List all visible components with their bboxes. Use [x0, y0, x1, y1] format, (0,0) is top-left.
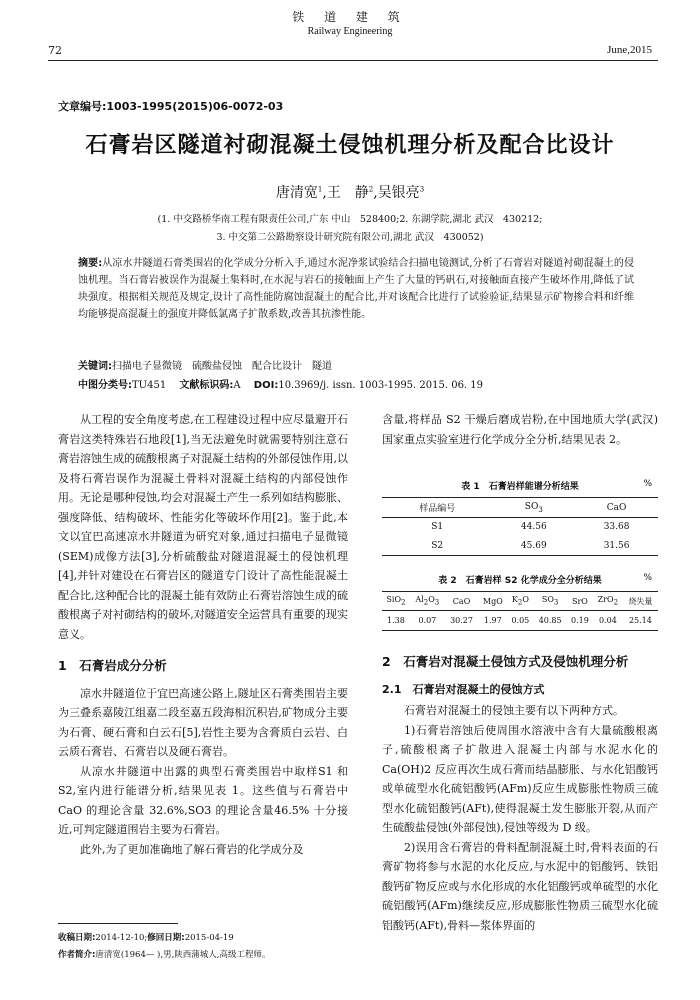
table-2-caption: [382, 573, 658, 586]
author-name: 王 静: [326, 185, 369, 201]
affiliation-line: 3. 中交第二公路勘察设计研究院有限公司,湖北 武汉 430052): [216, 232, 484, 243]
table-header-cell: SrO: [571, 596, 588, 606]
page-number: 72: [48, 44, 62, 57]
section-2-paragraph: 石膏岩对混凝土的侵蚀主要有以下两种方式。: [404, 704, 624, 717]
table-row: [382, 537, 658, 556]
table-cell: S2: [431, 540, 444, 551]
revised-label: 修回日期:: [147, 933, 185, 943]
table-2-grid: [382, 591, 658, 631]
table-header-cell: $SO_3$: [541, 595, 559, 607]
paper-title: 石膏岩区隧道衬砌混凝土侵蚀机理分析及配合比设计: [85, 133, 615, 158]
table-2-unit: %: [643, 573, 652, 583]
table-cell: 31.56: [603, 540, 630, 551]
author-name: 唐清宽: [275, 185, 318, 201]
section-2: [382, 652, 658, 935]
table-cell: 1.97: [483, 616, 502, 625]
table-cell: 33.68: [603, 522, 630, 533]
table-1-grid: [382, 497, 658, 556]
received-date: 2014-12-10;: [95, 933, 148, 943]
intro-paragraph: 从工程的安全角度考虑,在工程建设过程中应尽量避开石膏岩这类特殊岩石地段[1],当无法避免时就需要特别注意石膏岩溶蚀生成的硫酸根离子对混凝土结构的外部侵蚀作用,以及将石膏岩误作为混凝土骨料对混凝土结构的内部侵蚀作用。无论是哪种侵蚀,均会对混凝土产生一系列如结构膨胀、强度降低、结构破坏、性能劣化等破坏作用[2]。鉴于此,本文以宜巴高速凉水井隧道为研究对象,通过扫描电子显微镜(SEM)成像方法[3],分析硫酸盐对隧道混凝土的侵蚀机理[4],并针对建设在石膏岩区的隧道专门设计了高性能混凝土配合比,这种配合比的混凝土能有效防止石膏岩溶蚀生成的硫酸根离子对衬砌结构的破坏,对隧道安全运营具有重要的现实意义。: [58, 413, 348, 641]
table-1-caption: [382, 479, 658, 492]
doc-code-value: A: [233, 380, 241, 391]
table-cell: 0.19: [571, 616, 589, 625]
author-affil-mark: 2: [368, 185, 374, 194]
table-header-cell: ZrO$_2$: [597, 595, 619, 607]
table-2: [382, 573, 658, 631]
journal-name-en: Railway Engineering: [307, 26, 393, 37]
keywords-text: 扫描电子显微镜 硫酸盐侵蚀 配合比设计 隧道: [112, 361, 332, 372]
classification-line: [78, 376, 483, 391]
table-cell: 40.85: [538, 616, 562, 625]
journal-name-cn: 铁 道 建 筑: [292, 10, 408, 24]
section-1-heading: 1 石膏岩成分分析: [58, 658, 167, 673]
table-2-caption-text: 表 2 石膏岩样 S2 化学成分全分析结果: [438, 576, 602, 586]
continued-paragraph: 含量,将样品 S2 干燥后磨成岩粉,在中国地质大学(武汉)国家重点实验室进行化学成分全分析,结果见表 2。: [382, 413, 658, 446]
doi-value: 10.3969/j. issn. 1003-1995. 2015. 06. 19: [278, 380, 484, 391]
keywords-label: 关键词:: [78, 361, 112, 372]
abstract-text: 从凉水井隧道石膏类围岩的化学成分分析入手,通过水泥净浆试验结合扫描电镜测试,分析了石膏岩对隧道衬砌混凝土的侵蚀机理。当石膏岩被误作为混凝土集料时,在水泥与岩石的接触面上产生了大量的钙矾石,对接触面直接产生破坏作用,降低了试块强度。根据相关规范及规定,设计了高性能防腐蚀混凝土的配合比,并对该配合比进行了试验验证,结果显示矿物掺合料和纤维均能够提高混凝土的强度并降低氯离子扩散系数,改善其抗渗性能。: [78, 258, 634, 320]
author-bio: [58, 948, 270, 960]
table-header-cell: 样品编号: [419, 504, 456, 514]
table-cell: 0.04: [598, 616, 617, 625]
table-cell: S1: [431, 522, 444, 533]
doi-label: DOI:: [253, 380, 279, 391]
table-header-row: [382, 592, 658, 611]
section-1-paragraph: 此外,为了更加准确地了解石膏岩的化学成分及: [80, 842, 304, 856]
section-2-paragraph: 1)石膏岩溶蚀后使周围水溶液中含有大量硫酸根离子,硫酸根离子扩散进入混凝土内部与水泥水化的 Ca(OH)2 反应再次生成石膏而结晶膨胀、与水化铝酸钙或单硫型水化硫铝酸钙(AFm)反应生成膨胀性物质三硫型水化硫铝酸钙(AFt),使得混凝土发生膨胀开裂,从而产生硫酸盐侵蚀(外部侵蚀),侵蚀等级为 D 级。: [382, 723, 658, 834]
table-header-cell: CaO: [606, 502, 627, 513]
author-affil-mark: 3: [419, 185, 425, 194]
table-header-cell: SiO$_2$: [386, 595, 406, 607]
section-2-heading: 2 石膏岩对混凝土侵蚀方式及侵蚀机理分析: [382, 654, 629, 669]
table-cell: 0.07: [418, 616, 437, 625]
section-2-1-heading: 2.1 石膏岩对混凝土的侵蚀方式: [382, 682, 545, 696]
section-1-paragraph: 从凉水井隧道中出露的典型石膏类围岩中取样S1 和 S2,室内进行能谱分析,结果见表 1。这些值与石膏岩中 CaO 的理论含量 32.6%,SO3 的理论含量46.5% 十分接近,可判定隧道围岩主要为石膏岩。: [58, 764, 348, 836]
right-column: [382, 410, 658, 449]
table-1: [382, 479, 658, 556]
clc-value: TU451: [132, 380, 167, 391]
abstract-label: 摘要:: [78, 258, 103, 269]
table-header-row: [382, 498, 658, 518]
table-cell: 30.27: [450, 616, 473, 625]
table-cell: 45.69: [520, 540, 547, 551]
table-header-cell: 烧失量: [628, 596, 653, 606]
clc-label: 中图分类号:: [78, 380, 132, 391]
table-cell: 44.56: [520, 522, 547, 533]
abstract: [78, 255, 634, 323]
doc-code-label: 文献标识码:: [179, 380, 234, 391]
table-header-cell: MgO: [482, 596, 503, 606]
table-cell: 0.05: [511, 616, 530, 625]
left-column: [58, 410, 348, 859]
received-label: 收稿日期:: [58, 933, 96, 943]
affiliation-line: (1. 中交路桥华南工程有限责任公司,广东 中山 528400;2. 东湖学院,湖北 武汉 430212;: [157, 214, 543, 225]
table-header-cell: $SO_3$: [524, 501, 543, 514]
received-dates: [58, 931, 234, 943]
table-cell: 25.14: [628, 616, 652, 625]
section-2-paragraph: 2)误用含石膏岩的骨料配制混凝土时,骨料表面的石膏矿物将参与水泥的水化反应,与水泥中的铝酸钙、铁铝酸钙矿物反应或与水化形成的水化铝酸钙或单硫型的水化硫铝酸钙(AFm)继续反应,形成膨胀性物质三硫型水化硫铝酸钙(AFt),骨料—浆体界面的: [382, 840, 658, 932]
table-cell: 1.38: [387, 616, 405, 625]
table-header-cell: CaO: [452, 596, 471, 606]
header-rule: [48, 60, 658, 61]
table-1-unit: %: [643, 479, 652, 489]
issue-date: June,2015: [607, 44, 652, 56]
table-header-cell: $K_2O$: [511, 595, 529, 607]
article-number: 文章编号:1003-1995(2015)06-0072-03: [58, 100, 284, 113]
section-1-paragraph: 凉水井隧道位于宜巴高速公路上,隧址区石膏类围岩主要为三叠系嘉陵江组嘉二段至嘉五段海相沉积岩,矿物成分主要为石膏、硬石膏和白云石[5],岩性主要为含膏质白云岩、白云质石膏岩、石膏岩以及硬石膏岩。: [58, 686, 348, 758]
author-affil-mark: 1: [317, 185, 323, 194]
table-header-cell: $Al_2O_3$: [415, 595, 440, 607]
revised-date: 2015-04-19: [184, 933, 234, 943]
author-bio-label: 作者简介:: [58, 950, 96, 960]
footnote-rule: [58, 923, 178, 924]
author-name: 吴银亮: [377, 185, 420, 201]
keywords: [78, 357, 332, 372]
table-row: [382, 611, 658, 631]
author-list: 唐清宽$^1$,王 静$^2$,吴银亮$^3$: [275, 185, 425, 201]
table-row: [382, 518, 658, 537]
author-bio-text: 唐清宽(1964— ),男,陕西蒲城人,高级工程师。: [95, 950, 271, 960]
table-1-caption-text: 表 1 石膏岩样能谱分析结果: [461, 482, 579, 492]
